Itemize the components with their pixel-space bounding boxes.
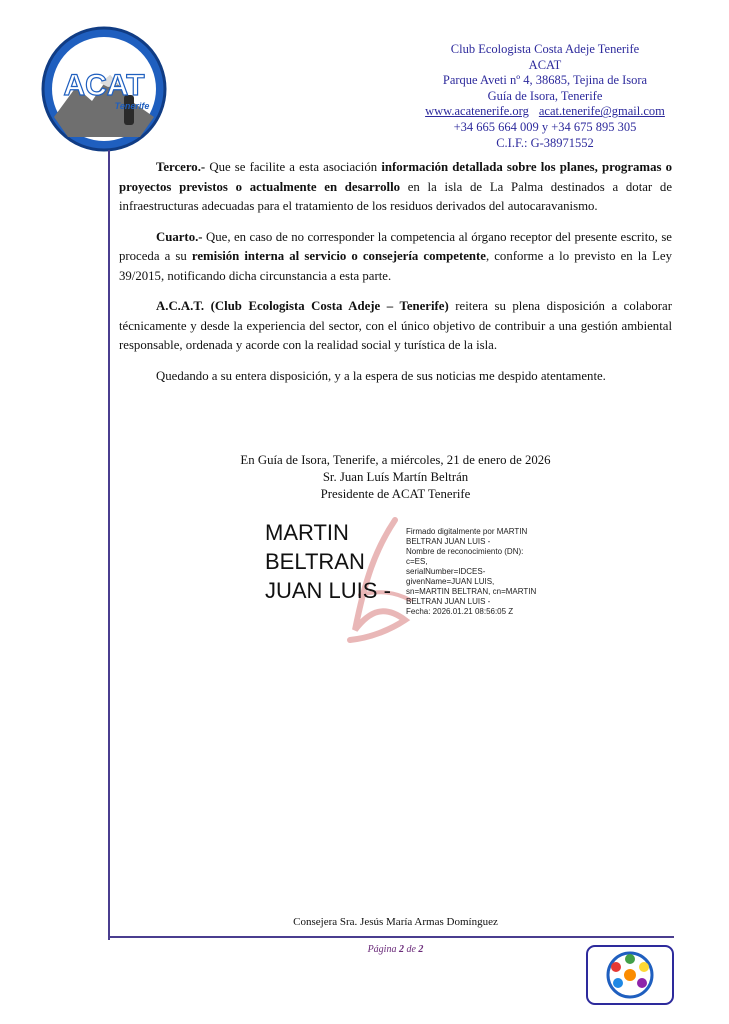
place-date: En Guía de Isora, Tenerife, a miércoles, 21 de enero de 2026 xyxy=(240,453,551,467)
digital-signature-details: Firmado digitalmente por MARTIN BELTRAN JUAN LUIS - Nombre de reconocimiento (DN): c=ES, serialNumber=IDCES- givenName=JUAN LUIS, sn=MARTIN BELTRAN, cn=MARTIN BELTRAN JUAN LUIS - Fecha: 2026.01.21 08:56:05 Z xyxy=(406,527,537,616)
phone-numbers: +34 665 664 009 y +34 675 895 305 xyxy=(453,119,637,134)
org-name: Club Ecologista Costa Adeje Tenerife xyxy=(450,42,640,56)
website-link[interactable]: www.acatenerife.org xyxy=(425,104,529,119)
email-link[interactable]: acat.tenerife@gmail.com xyxy=(538,104,665,119)
footer-rule xyxy=(108,936,674,938)
acat-logo xyxy=(40,25,168,153)
logo-text: ACAT xyxy=(63,69,145,102)
signer-name: Sr. Juan Luís Martín Beltrán xyxy=(322,470,469,484)
footer-counselor: Consejera Sra. Jesús María Armas Domínguez xyxy=(293,916,498,928)
paragraph-acat: A.C.A.T. (Club Ecologista Costa Adeje – Tenerife) reitera su plena disposición a colaborar técnicamente y desde la experiencia del sector, con el único objetivo de contribuir a una gestión ambiental responsable, ordenada y acorde con la realidad social y turística de la isla. xyxy=(119,299,672,352)
paragraph-label: Cuarto.- xyxy=(156,229,203,244)
page-number: Página 2 de 2 xyxy=(367,944,424,955)
federation-logo-icon xyxy=(586,945,674,1005)
cif-number: C.I.F.: G-38971552 xyxy=(496,135,594,150)
closing-block xyxy=(119,452,672,503)
paragraph-label: Tercero.- xyxy=(156,160,206,174)
digital-signature-name: MARTIN BELTRAN JUAN LUIS - xyxy=(265,520,391,603)
letter-body xyxy=(119,158,672,397)
signer-role: Presidente de ACAT Tenerife xyxy=(320,487,471,501)
letterhead xyxy=(400,42,690,151)
address-line-1: Parque Aveti nº 4, 38685, Tejina de Isora xyxy=(442,73,648,88)
paragraph-farewell: Quedando a su entera disposición, y a la espera de sus noticias me despido atentamente. xyxy=(156,368,606,383)
paragraph-cuarto: Cuarto.- Que, en caso de no corresponder la competencia al órgano receptor del presente escrito, se proceda a su remisión interna al servicio o consejería competente, conforme a lo previsto en la Ley 39/2015, notificando dicha circunstancia a esta parte. xyxy=(119,229,672,283)
left-margin-rule xyxy=(108,150,110,940)
paragraph-tercero: Tercero.- Que se facilite a esta asociación información detallada sobre los planes, programas o proyectos previstos o actualmente en desarrollo en la isla de La Palma destinados a dotar de infraestructuras adecuadas para el tratamiento de los residuos derivados del autocaravanismo. xyxy=(119,160,672,213)
logo-subtext: Tenerife xyxy=(114,101,150,111)
address-line-2: Guía de Isora, Tenerife xyxy=(487,88,603,103)
org-acronym: ACAT xyxy=(528,57,562,72)
